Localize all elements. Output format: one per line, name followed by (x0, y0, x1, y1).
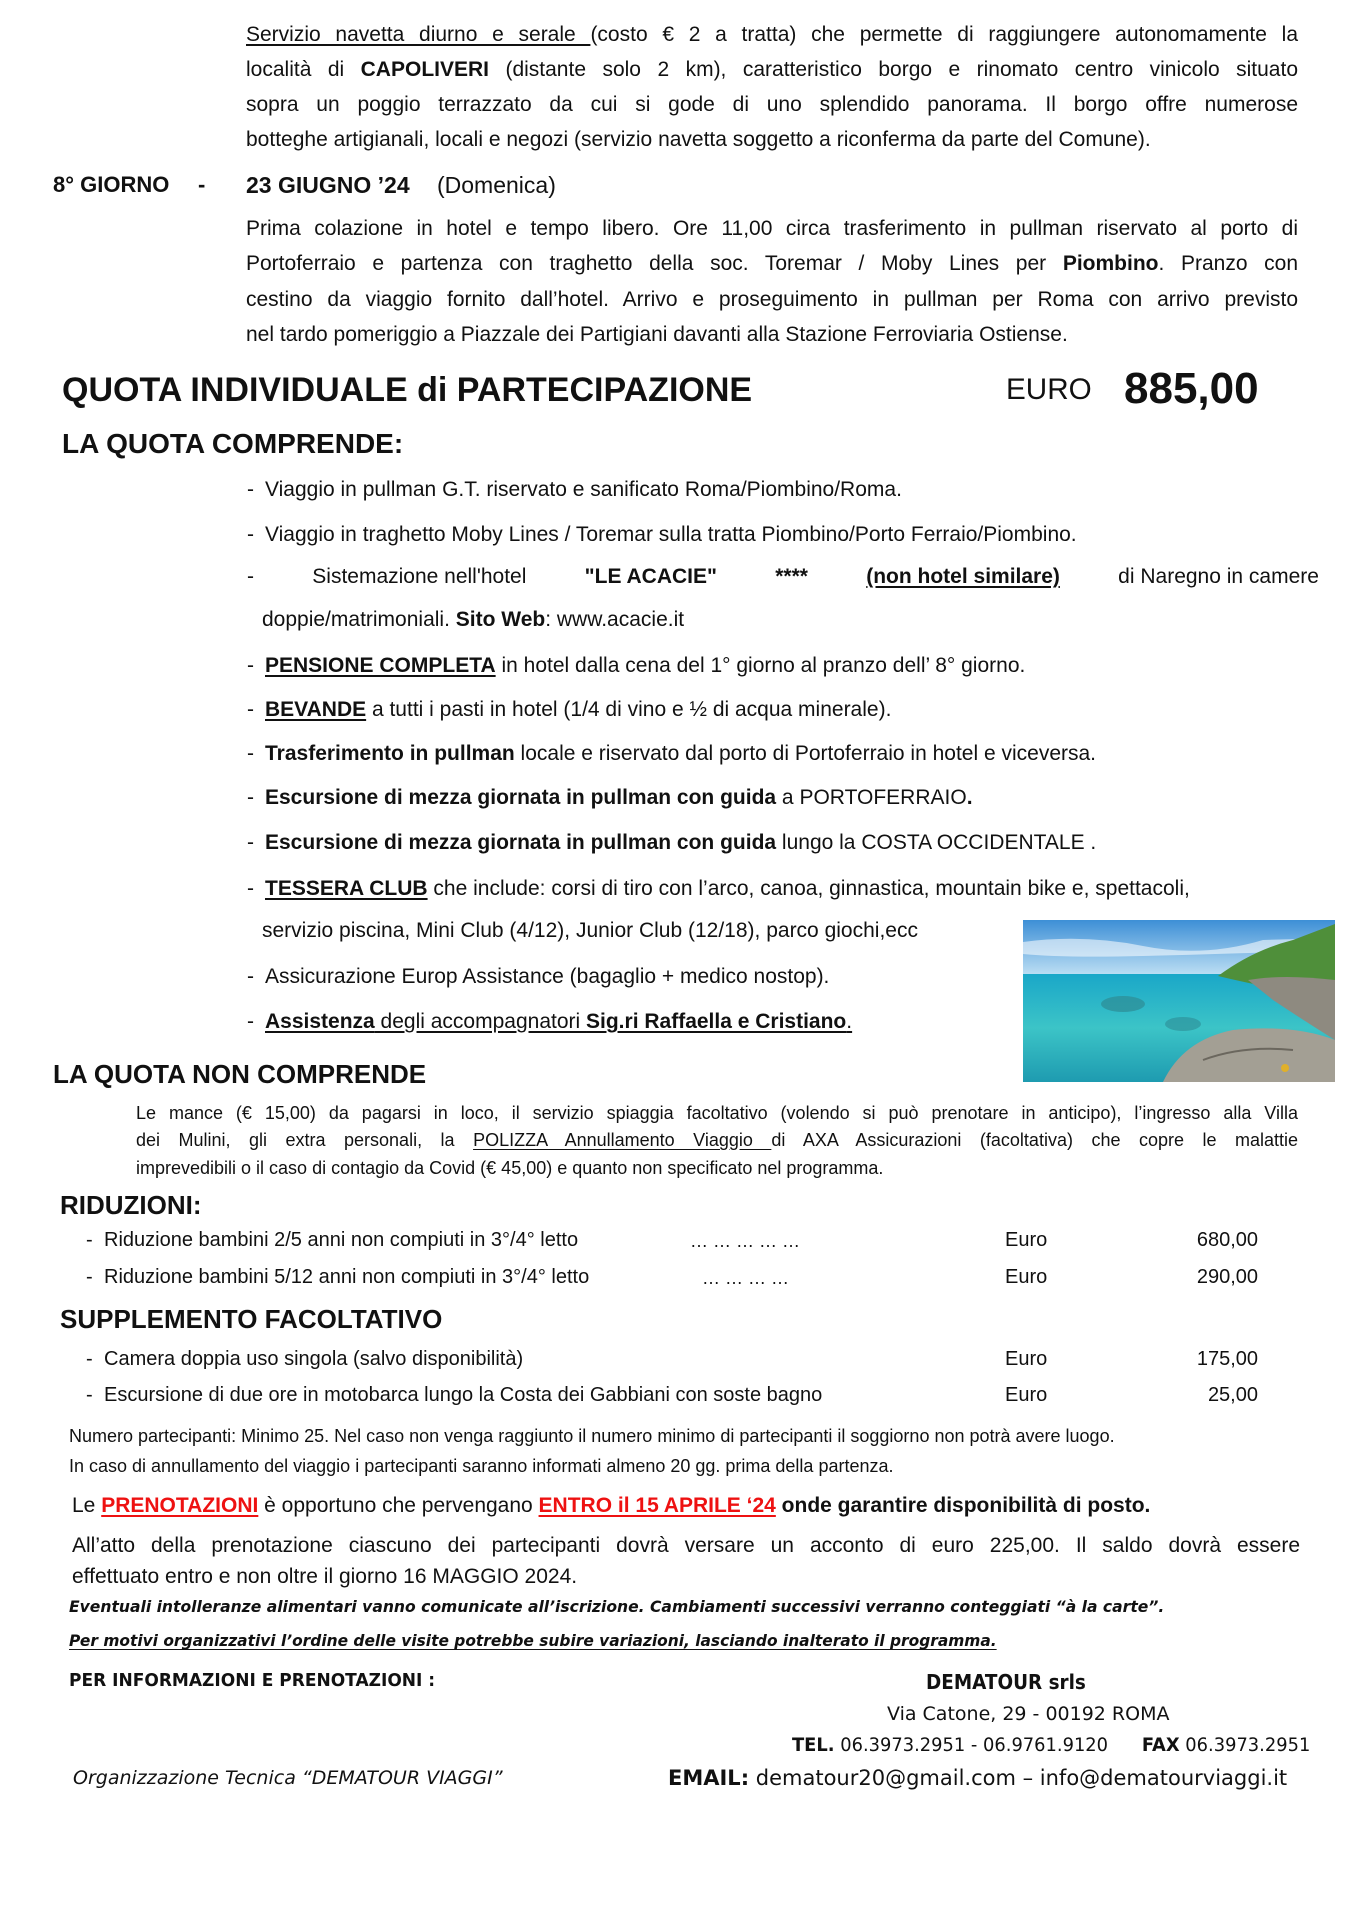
bullet-dash: - (86, 1348, 93, 1370)
text: dei Mulini, gli extra personali, la (136, 1130, 474, 1150)
include-item (247, 697, 891, 723)
sea-coast-photo (1023, 920, 1335, 1082)
note-participants: Numero partecipanti: Minimo 25. Nel caso non venga raggiunto il numero minimo di partecipanti il soggiorno non potrà avere luogo. (69, 1426, 1115, 1446)
include-item-hotel-cont (262, 607, 684, 633)
note-intolerances: Eventuali intolleranze alimentari vanno comunicate all’iscrizione. Cambiamenti successivi verranno conteggiati “à la carte”. (69, 1597, 1165, 1616)
bullet-dash: - (247, 965, 254, 988)
include-item (247, 830, 1096, 856)
text: Escursione di due ore in motobarca lungo la Costa dei Gabbiani con soste bagno (104, 1384, 823, 1406)
day-label: 8° GIORNO (53, 172, 170, 197)
text: Assicurazione Europ Assistance (bagaglio + medico nostop). (265, 965, 830, 988)
text: Viaggio in traghetto Moby Lines / Toremar sulla tratta Piombino/Porto Ferraio/Piombino. (265, 523, 1077, 546)
text: in hotel dalla cena del 1° giorno al pranzo dell’ 8° giorno. (495, 654, 1026, 677)
day8-line-1: Prima colazione in hotel e tempo libero. Ore 11,00 circa trasferimento in pullman riservato al porto di (246, 217, 1298, 240)
text: di Naregno in camere (1118, 565, 1319, 588)
price-currency: EURO (1006, 373, 1092, 406)
include-item (247, 876, 1190, 902)
text: (costo € 2 a tratta) che permette di raggiungere autonomamente la (590, 23, 1298, 46)
bullet-dash: - (247, 698, 254, 721)
bullet-dash: - (247, 831, 254, 854)
hotel-stars: **** (775, 565, 808, 588)
text: Camera doppia uso singola (salvo disponibilità) (104, 1348, 524, 1370)
text-emph: Escursione di mezza giornata in pullman con guida (265, 786, 777, 809)
text: . Pranzo con (1158, 252, 1298, 275)
leader-dots: … … … … (702, 1268, 790, 1288)
booking-highlight: PRENOTAZIONI (101, 1494, 259, 1517)
bullet-dash: - (247, 786, 254, 809)
text-emph: TESSERA CLUB (265, 877, 428, 900)
supplement-amount: 25,00 (1207, 1384, 1258, 1406)
day8-line-4: nel tardo pomeriggio a Piazzale dei Partigiani davanti alla Stazione Ferroviaria Ostiense. (246, 323, 1068, 346)
place-name: Piombino (1062, 252, 1159, 275)
intro-line-1 (246, 22, 1298, 48)
text-emph: BEVANDE (265, 698, 367, 721)
reduction-row-label (86, 1265, 589, 1289)
info-label: PER INFORMAZIONI E PRENOTAZIONI : (69, 1670, 436, 1691)
excludes-title: LA QUOTA NON COMPRENDE (53, 1059, 427, 1089)
text: che include: corsi di tiro con l’arco, canoa, ginnastica, mountain bike e, spettacoli, (427, 877, 1190, 900)
include-item (247, 1009, 852, 1035)
price-amount: 885,00 (1124, 364, 1259, 413)
text-emph: Assistenza (265, 1010, 375, 1033)
booking-deadline (72, 1493, 1150, 1519)
deposit-line-1: All’atto della prenotazione ciascuno dei partecipanti dovrà versare un acconto di euro 225,00. Il saldo dovrà essere (72, 1534, 1300, 1557)
bullet-dash: - (247, 654, 254, 677)
day-weekday: (Domenica) (437, 172, 556, 198)
text-emph: Sig.ri Raffaella e Cristiano (586, 1010, 847, 1033)
text: . (966, 786, 973, 809)
text: (distante solo 2 km), caratteristico borgo e rinomato centro vinicolo situato (489, 58, 1298, 81)
sea-coast-photo-icon (1023, 920, 1335, 1082)
technical-organization: Organizzazione Tecnica “DEMATOUR VIAGGI” (73, 1767, 503, 1789)
supplement-currency: Euro (1005, 1384, 1048, 1406)
text: locale e riservato dal porto di Portoferraio in hotel e viceversa. (514, 742, 1097, 765)
company-name: DEMATOUR srls (926, 1670, 1086, 1694)
reduction-currency: Euro (1005, 1266, 1048, 1288)
leader-dots: … … … … … (690, 1231, 801, 1251)
email-addresses[interactable]: dematour20@gmail.com – info@dematourviaggi.it (749, 1766, 1288, 1790)
bullet-dash: - (247, 1010, 254, 1033)
text: di AXA Assicurazioni (facoltativa) che copre le malattie (771, 1130, 1298, 1150)
bullet-dash: - (247, 478, 254, 501)
text-emph: Trasferimento in pullman (265, 742, 515, 765)
shuttle-service-link-text: Servizio navetta diurno e serale (246, 23, 591, 46)
reduction-amount: 290,00 (1196, 1266, 1258, 1288)
include-item (247, 785, 973, 811)
supplement-row-label (86, 1347, 523, 1371)
text-emph: PENSIONE COMPLETA (265, 654, 496, 677)
text: onde garantire disponibilità di posto. (775, 1494, 1151, 1517)
website-label: Sito Web (455, 608, 546, 631)
deadline-highlight: ENTRO il 15 APRILE ‘24 (538, 1494, 776, 1517)
supplement-amount: 175,00 (1196, 1348, 1258, 1370)
include-item-cont: servizio piscina, Mini Club (4/12), Junior Club (12/18), parco giochi,ecc (262, 919, 918, 942)
deposit-line-2: effettuato entro e non oltre il giorno 16 MAGGIO 2024. (72, 1565, 578, 1588)
text: Riduzione bambini 5/12 anni non compiuti in 3°/4° letto (104, 1266, 590, 1288)
bullet-dash: - (86, 1384, 93, 1406)
include-item (247, 477, 902, 503)
text: Riduzione bambini 2/5 anni non compiuti in 3°/4° letto (104, 1229, 579, 1251)
supplement-currency: Euro (1005, 1348, 1048, 1370)
text: Viaggio in pullman G.T. riservato e sanificato Roma/Piombino/Roma. (265, 478, 902, 501)
supplement-row-label (86, 1383, 822, 1407)
note-itinerary-changes: Per motivi organizzativi l’ordine delle visite potrebbe subire variazioni, lasciando inalterato il programma. (69, 1631, 997, 1650)
bullet-dash: - (247, 565, 254, 588)
company-address: Via Catone, 29 - 00192 ROMA (887, 1703, 1170, 1725)
reductions-title: RIDUZIONI: (60, 1190, 202, 1220)
include-item (247, 741, 1096, 767)
hotel-note: (non hotel similare) (866, 565, 1060, 588)
reduction-currency: Euro (1005, 1229, 1048, 1251)
include-item (247, 964, 829, 990)
excludes-line-2 (136, 1129, 1298, 1151)
website-url[interactable]: : www.acacie.it (545, 608, 685, 631)
bullet-dash: - (247, 877, 254, 900)
intro-line-3: sopra un poggio terrazzato da cui si gode di uno splendido panorama. Il borgo offre numerose (246, 93, 1298, 116)
day-date: 23 GIUGNO ’24 (246, 172, 410, 198)
include-item (247, 522, 1077, 548)
intro-line-2 (246, 57, 1298, 83)
day8-line-2 (246, 251, 1298, 277)
text: Portoferraio e partenza con traghetto della soc. Toremar / Moby Lines per (246, 252, 1063, 275)
phone-numbers[interactable]: 06.3973.2951 - 06.9761.9120 (834, 1734, 1109, 1756)
company-email (668, 1766, 1287, 1791)
bullet-dash: - (86, 1266, 93, 1288)
email-label: EMAIL: (668, 1766, 750, 1790)
bullet-dash: - (86, 1229, 93, 1251)
bullet-dash: - (247, 523, 254, 546)
fax-label: FAX (1141, 1734, 1180, 1756)
hotel-name: "LE ACACIE" (584, 565, 717, 588)
tel-label: TEL. (792, 1734, 835, 1756)
day8-line-3: cestino da viaggio fornito dall’hotel. Arrivo e proseguimento in pullman per Roma con arrivo previsto (246, 288, 1298, 311)
text: . (846, 1010, 853, 1033)
price-title: QUOTA INDIVIDUALE di PARTECIPAZIONE (62, 371, 753, 409)
include-item-hotel (247, 564, 1319, 590)
bullet-dash: - (247, 742, 254, 765)
text: a tutti i pasti in hotel (1/4 di vino e ½ di acqua minerale). (366, 698, 892, 721)
reduction-amount: 680,00 (1196, 1229, 1258, 1251)
day-separator: - (198, 172, 206, 197)
reduction-row-label (86, 1228, 578, 1252)
text: a PORTOFERRAIO (776, 786, 967, 809)
excludes-line-3: imprevedibili o il caso di contagio da Covid (€ 45,00) e quanto non specificato nel programma. (136, 1158, 884, 1178)
text: località di (246, 58, 361, 81)
text: è opportuno che pervengano (258, 1494, 539, 1517)
note-cancellation: In caso di annullamento del viaggio i partecipanti saranno informati almeno 20 gg. prima della partenza. (69, 1456, 894, 1476)
includes-title: LA QUOTA COMPRENDE: (62, 428, 404, 459)
place-name: CAPOLIVERI (360, 58, 489, 81)
insurance-policy: POLIZZA Annullamento Viaggio (473, 1130, 772, 1150)
excludes-line-1: Le mance (€ 15,00) da pagarsi in loco, il servizio spiaggia facoltativo (volendo si può prenotare in anticipo), l’ingresso alla Villa (136, 1103, 1298, 1123)
text: Le (72, 1494, 102, 1517)
include-item (247, 653, 1025, 679)
text: degli accompagnatori (374, 1010, 587, 1033)
text: Sistemazione nell'hotel (312, 565, 527, 588)
intro-line-4: botteghe artigianali, locali e negozi (servizio navetta soggetto a riconferma da parte del Comune). (246, 128, 1151, 151)
company-contacts (792, 1734, 1310, 1757)
supplements-title: SUPPLEMENTO FACOLTATIVO (60, 1304, 443, 1334)
text: doppie/matrimoniali. (262, 608, 456, 631)
text-emph: Escursione di mezza giornata in pullman con guida (265, 831, 777, 854)
text: lungo la COSTA OCCIDENTALE . (776, 831, 1097, 854)
fax-number: 06.3973.2951 (1179, 1734, 1311, 1756)
